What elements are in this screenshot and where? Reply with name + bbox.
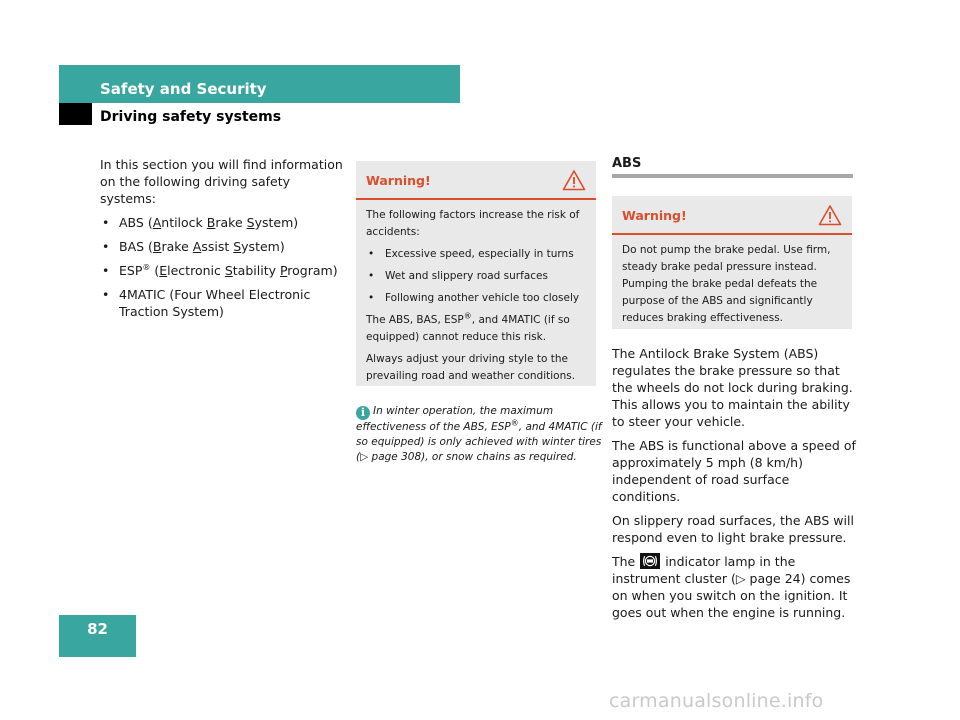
section-title: Safety and Security <box>100 80 267 98</box>
section-marker <box>59 103 92 125</box>
list-item: • Wet and slippery road surfaces <box>366 268 586 285</box>
intro-text: In this section you will find information on the following driving safety systems: <box>100 157 343 206</box>
warning-text: Do not pump the brake pedal. Use firm, steady brake pedal pressure instead. Pumping the brake pedal defeats the purpose of the ABS and significantly reduces braking effectiveness. <box>622 244 831 324</box>
warning-box <box>356 161 596 386</box>
list-item: • ABS (Antilock Brake System) <box>100 214 345 231</box>
list-item: • BAS (Brake Assist System) <box>100 238 345 255</box>
warning-intro: The following factors increase the risk of accidents: <box>366 209 580 238</box>
list-item: • 4MATIC (Four Wheel Electronic Traction System) <box>100 286 345 320</box>
abs-paragraph: The ABS is functional above a speed of approximately 5 mph (8 km/h) independent of road surface conditions. <box>612 438 856 504</box>
intro-column <box>100 156 345 327</box>
list-item: • ESP® (Electronic Stability Program) <box>100 262 345 279</box>
warning-triangle-icon <box>562 169 586 191</box>
abs-text-column <box>612 345 857 628</box>
abs-heading: ABS <box>612 156 642 171</box>
warning-title: Warning! <box>366 173 431 188</box>
list-item: • Following another vehicle too closely <box>366 290 586 307</box>
warning-paragraph: The ABS, BAS, ESP®, and 4MATIC (if so equipped) cannot reduce this risk. <box>366 311 570 343</box>
info-note: i In winter operation, the maximum effectiveness of the ABS, ESP®, and 4MATIC (if so equipped) is only achieved with winter tires (▷ page 308), or snow chains as required. <box>356 405 602 463</box>
risk-factor-list <box>366 246 586 307</box>
abs-paragraph: The indicator lamp in the instrument cluster (▷ page 24) comes on when you switch on the ignition. It goes out when the engine is running. <box>612 554 851 620</box>
subsection-title: Driving safety systems <box>100 109 282 125</box>
abs-indicator-lamp-icon <box>640 553 660 569</box>
systems-list <box>100 214 345 320</box>
list-item: • Excessive speed, especially in turns <box>366 246 586 263</box>
warning-triangle-icon <box>818 204 842 226</box>
watermark: carmanualsonline.info <box>609 690 824 712</box>
abs-paragraph: On slippery road surfaces, the ABS will respond even to light brake pressure. <box>612 513 854 545</box>
abs-warning-box <box>612 196 852 329</box>
heading-rule <box>612 174 853 178</box>
warning-paragraph: Always adjust your driving style to the prevailing road and weather conditions. <box>366 353 576 382</box>
warning-header <box>612 196 852 235</box>
info-icon: i <box>356 406 370 420</box>
warning-title: Warning! <box>622 208 687 223</box>
page-number: 82 <box>87 620 108 638</box>
page-reference-arrow-icon: ▷ <box>735 571 746 586</box>
page-reference-arrow-icon: ▷ <box>360 451 369 463</box>
warning-header <box>356 161 596 200</box>
abs-paragraph: The Antilock Brake System (ABS) regulates the brake pressure so that the wheels do not lock during braking. This allows you to maintain the ability to steer your vehicle. <box>612 346 853 429</box>
